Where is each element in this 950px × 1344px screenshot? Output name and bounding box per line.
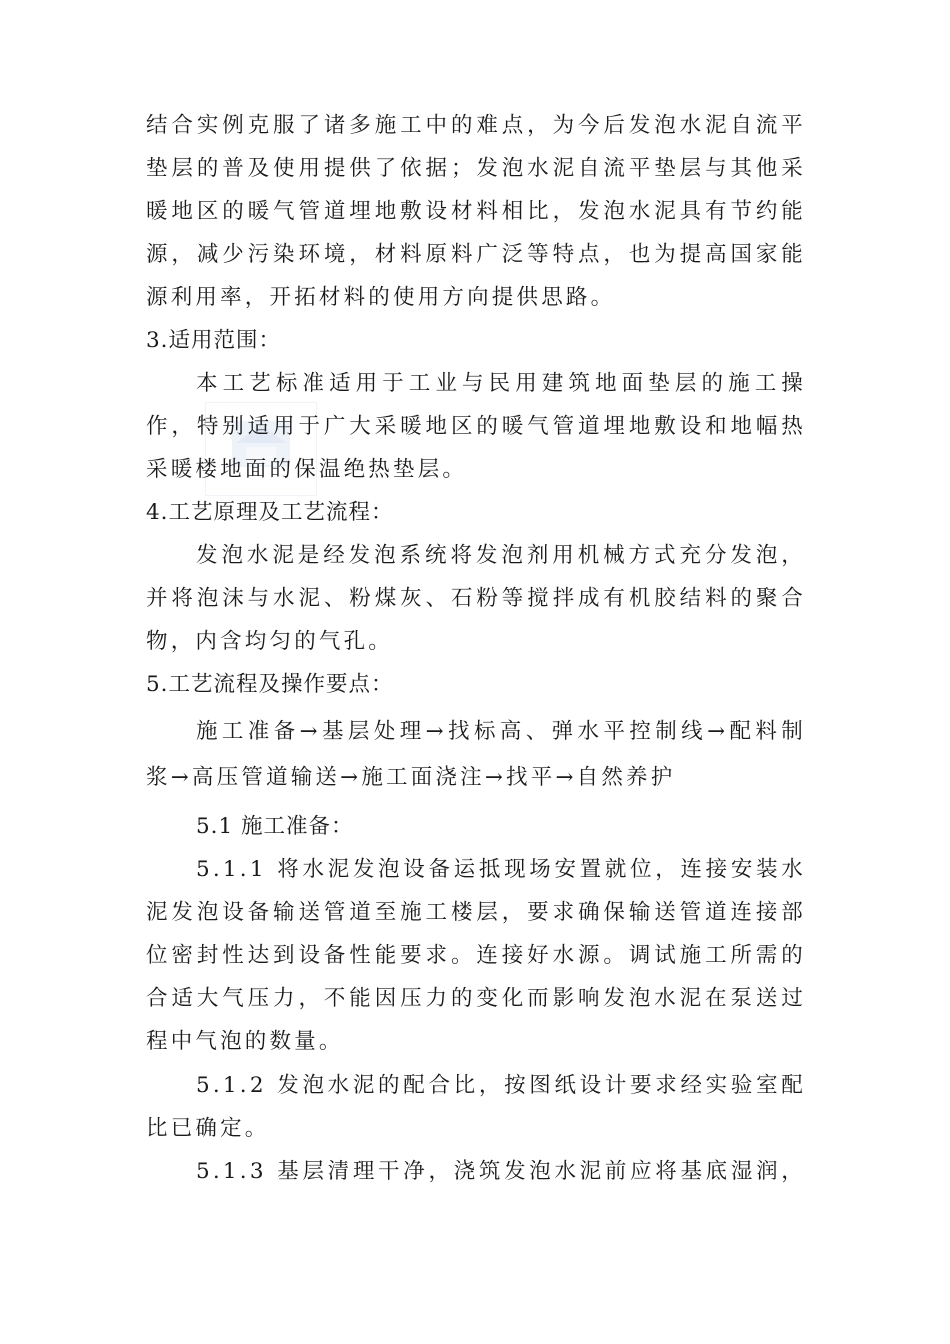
text-line: 作，特别适用于广大采暖地区的暖气管道埋地敷设和地幅热 <box>146 414 806 439</box>
text-line: 源利用率，开拓材料的使用方向提供思路。 <box>146 285 616 310</box>
text-line: 结合实例克服了诸多施工中的难点，为今后发泡水泥自流平 <box>146 113 806 138</box>
text-line: 位密封性达到设备性能要求。连接好水源。调试施工所需的 <box>146 943 806 968</box>
text-line: 源，减少污染环境，材料原料广泛等特点，也为提高国家能 <box>146 242 806 267</box>
text-line: 本工艺标准适用于工业与民用建筑地面垫层的施工操 <box>196 371 806 396</box>
text-line: 泥发泡设备输送管道至施工楼层，要求确保输送管道连接部 <box>146 900 806 925</box>
text-line: 采暖楼地面的保温绝热垫层。 <box>146 457 468 482</box>
text-line: 垫层的普及使用提供了依据；发泡水泥自流平垫层与其他采 <box>146 156 806 181</box>
text-line: 5.1.3 基层清理干净，浇筑发泡水泥前应将基底湿润， <box>196 1159 806 1184</box>
text-line: 物，内含均匀的气孔。 <box>146 629 394 654</box>
subsection-heading: 5.1 施工准备： <box>196 814 354 839</box>
text-line: 比已确定。 <box>146 1116 270 1141</box>
section-heading: 5.工艺流程及操作要点： <box>146 672 394 697</box>
section-heading: 3.适用范围： <box>146 328 282 353</box>
text-line: 合适大气压力，不能因压力的变化而影响发泡水泥在泵送过 <box>146 986 806 1011</box>
text-line: 并将泡沫与水泥、粉煤灰、石粉等搅拌成有机胶结料的聚合 <box>146 586 806 611</box>
text-line: 暖地区的暖气管道埋地敷设材料相比，发泡水泥具有节约能 <box>146 199 806 224</box>
text-line: 发泡水泥是经发泡系统将发泡剂用机械方式充分发泡， <box>196 543 806 568</box>
process-flow-line: 施工准备→基层处理→找标高、弹水平控制线→配料制 <box>196 719 806 744</box>
text-line: 5.1.2 发泡水泥的配合比，按图纸设计要求经实验室配 <box>196 1073 806 1098</box>
text-line: 程中气泡的数量。 <box>146 1029 344 1054</box>
section-heading: 4.工艺原理及工艺流程： <box>146 500 394 525</box>
process-flow-line: 浆→高压管道输送→施工面浇注→找平→自然养护 <box>146 765 676 790</box>
text-line: 5.1.1 将水泥发泡设备运抵现场安置就位，连接安装水 <box>196 857 806 882</box>
